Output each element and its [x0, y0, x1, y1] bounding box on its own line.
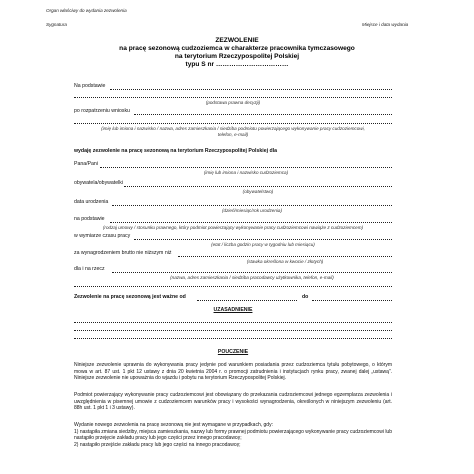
- review-field[interactable]: [134, 114, 392, 115]
- contract-field[interactable]: [110, 222, 392, 223]
- wage-field[interactable]: [178, 256, 392, 257]
- validity-to-label: do: [302, 294, 309, 300]
- instruction-paragraph-2: Podmiot powierzający wykonywanie pracy cudzoziemcowi jest obowiązany do przekazania cudzoziemcowi jednego egzemplarza zezwolenia i uwzględnienia w pisemnej umowie z cudzoziemcem warunków pracy i wysokości wynagrodzenia, określonych w niniejszym zezwoleniu (art. 88h ust. 1 pkt 1 i 3 ustawy).: [74, 392, 392, 411]
- document-title-line3: na terytorium Rzeczypospolitej Polskiej: [174, 53, 300, 60]
- hours-label: w wymiarze czasu pracy: [74, 233, 131, 239]
- hours-field[interactable]: [134, 239, 392, 240]
- employer-field[interactable]: [112, 272, 392, 273]
- basis-field[interactable]: [110, 89, 392, 90]
- instruction-exemption-intro: Wydanie nowego zezwolenia na pracę sezonową nie jest wymagane w przypadkach, gdy:: [74, 422, 273, 428]
- document-title: ZEZWOLENIE: [215, 37, 259, 44]
- name-label: Pana/Pani: [74, 161, 98, 167]
- instruction-exemption-2: 2) nastąpiło przejście zakładu pracy lub jego części na innego pracodawcę;: [74, 441, 241, 448]
- validity-to-field[interactable]: [312, 300, 392, 301]
- wage-label: za wynagrodzeniem brutto nie niższym niż: [74, 250, 172, 256]
- employer-label: dla i na rzecz: [74, 266, 105, 272]
- justification-line-1[interactable]: [74, 322, 392, 323]
- instruction-exemption-1: 1) nastąpiła zmiana siedziby, miejsca zamieszkania, nazwy lub formy prawnej podmiotu powierzającego wykonywanie pracy cudzoziemcowi lub nastąpiło przejęcie zakładu pracy lub jego części przez innego pracodawcę;: [74, 428, 392, 441]
- instruction-paragraph-3: [74, 422, 392, 448]
- document-title-line4: typu S nr ……………………………: [185, 61, 289, 68]
- employer-field-line2[interactable]: [74, 286, 392, 287]
- reference-label: Sygnatura: [46, 22, 67, 27]
- review-label: po rozpatrzeniu wniosku: [74, 108, 130, 114]
- citizenship-field[interactable]: [124, 186, 392, 187]
- basis-label: Na podstawie: [74, 83, 106, 89]
- wage-caption: (stawka określona w kwocie / złotych): [246, 259, 324, 264]
- name-caption: (imię lub imiona i nazwisko cudzoziemca): [203, 170, 289, 175]
- validity-label: Zezwolenie na pracę sezonową jest ważne od: [74, 294, 186, 300]
- justification-line-3[interactable]: [74, 338, 392, 339]
- intro-text: wydaję zezwolenie na pracę sezonową na terytorium Rzeczypospolitej Polskiej dla: [74, 148, 277, 154]
- birth-date-caption: (dzień/miesiąc/rok urodzenia): [222, 208, 282, 213]
- justification-heading: UZASADNIENIE: [213, 307, 253, 313]
- instruction-paragraph-1: Niniejsze zezwolenie uprawnia do wykonywania pracy jedynie pod warunkiem posiadania przez cudzoziemca tytułu pobytowego, o którym mowa w art. 87 ust. 1 pkt 12 ustawy z dnia 20 kwietnia 2004 r. o promocji zatrudnienia i instytucjach rynku pracy, zwanej dalej „ustawą”. Niniejsze zezwolenie nie upoważnia do wjazdu i pobytu na terytorium Rzeczypospolitej Polskiej.: [74, 362, 392, 381]
- employer-caption: (nazwa, adres zamieszkania / siedziba pracodawcy użytkownika, telefon, e-mail): [170, 275, 334, 280]
- validity-from-field[interactable]: [197, 300, 297, 301]
- instruction-heading: POUCZENIE: [217, 349, 249, 355]
- issuing-authority-label: Organ właściwy do wydania zezwolenia: [46, 8, 127, 13]
- hours-caption: (etat / liczba godzin pracy w tygodniu lub miesiącu): [211, 242, 315, 247]
- citizenship-caption: (obywatelstwo): [242, 189, 274, 194]
- basis-caption: (podstawa prawna decyzji): [205, 100, 261, 105]
- basis-field-line2[interactable]: [74, 97, 392, 98]
- birth-date-label: data urodzenia: [74, 199, 109, 205]
- document-title-line2: na pracę sezonową cudzoziemca w charakterze pracownika tymczasowego: [119, 45, 355, 52]
- review-field-line2[interactable]: [74, 123, 392, 124]
- review-caption: (imię lub imiona i nazwisko / nazwa, adres zamieszkania / siedziba podmiotu powierzającego wykonywanie pracy cudzoziemcowi,: [101, 126, 365, 131]
- review-caption-line2: telefon, e-mail): [217, 132, 249, 137]
- contract-label: na podstawie: [74, 216, 105, 222]
- contract-caption: (rodzaj umowy / stosunku prawnego, który podmiot powierzający wykonywanie pracy cudzoziemcowi nawiąże z cudzoziemcem): [102, 225, 364, 230]
- place-date-label: Miejsce i data wydania: [362, 22, 409, 27]
- citizenship-label: obywatela/obywatelki: [74, 180, 124, 186]
- birth-date-field[interactable]: [112, 205, 392, 206]
- justification-line-2[interactable]: [74, 330, 392, 331]
- name-field[interactable]: [100, 167, 392, 168]
